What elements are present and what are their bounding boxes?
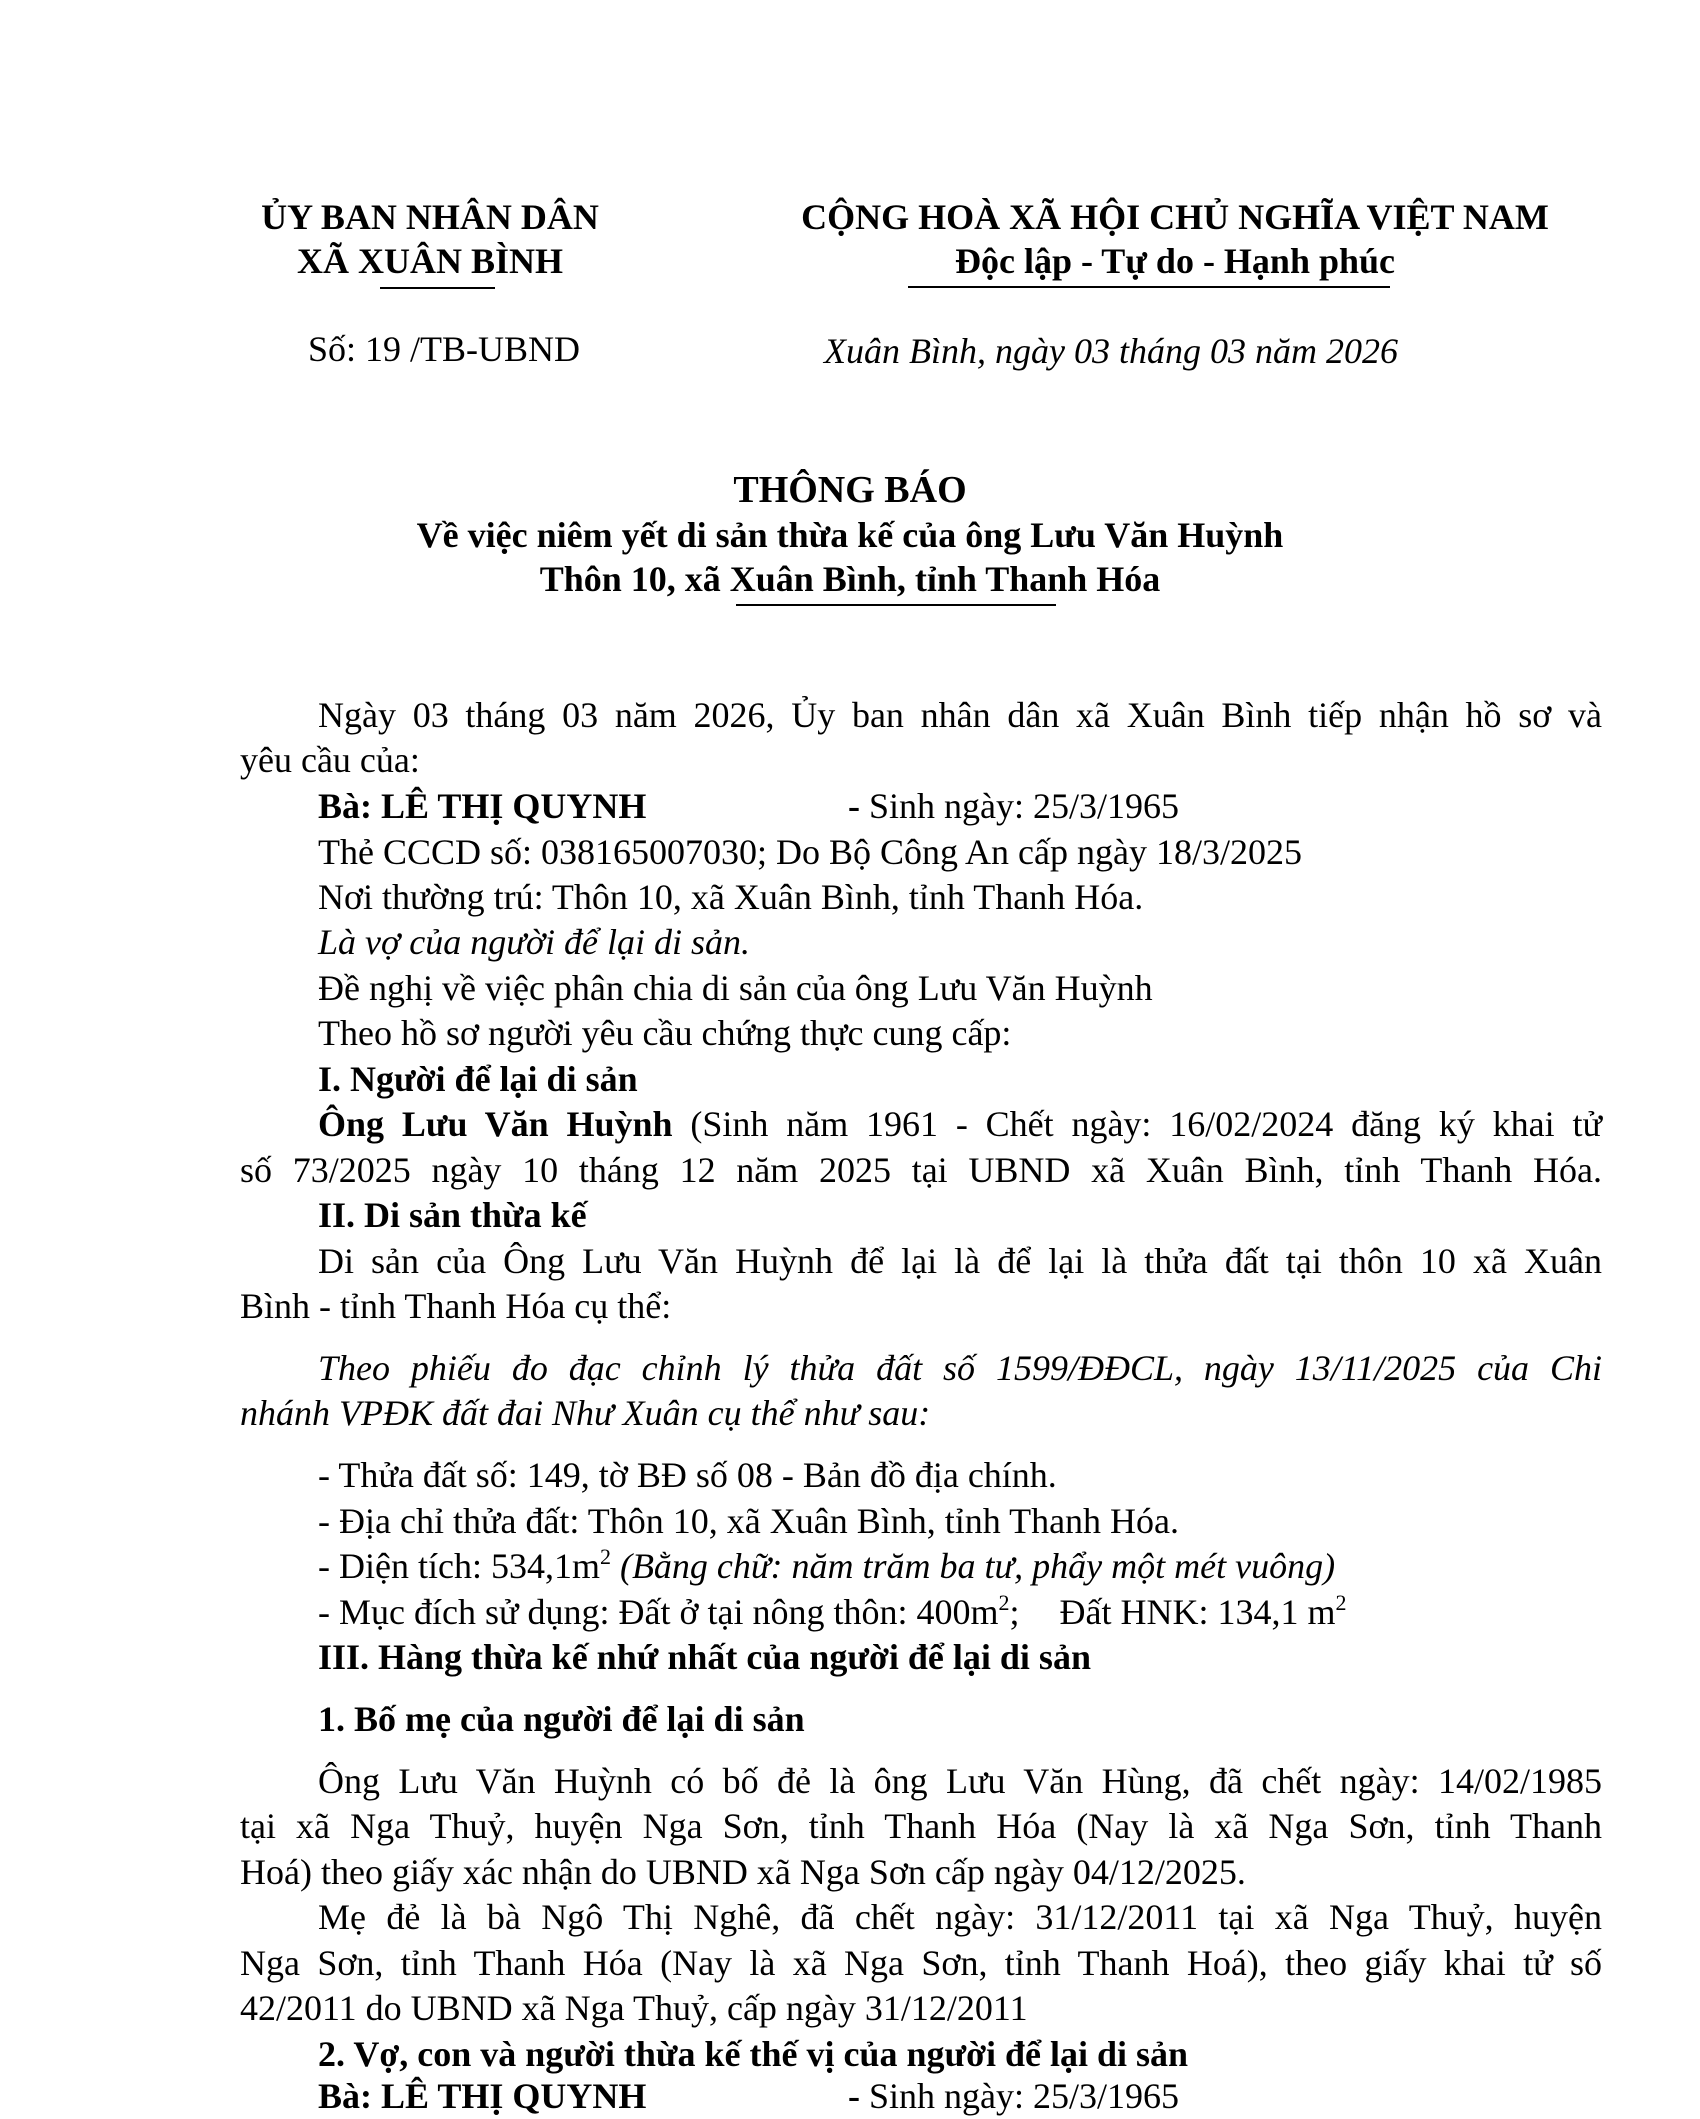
requester-name: Bà: LÊ THỊ QUYNH — [318, 786, 647, 826]
wife-name: Bà: LÊ THỊ QUYNH — [318, 2076, 647, 2116]
section-3-title: III. Hàng thừa kế nhứ nhất của người để lại di sản — [318, 1637, 1091, 1677]
national-motto: Độc lập - Tự do - Hạnh phúc — [954, 241, 1396, 281]
agency-name: ỦY BAN NHÂN DÂN — [261, 197, 599, 237]
title-underline — [736, 604, 1056, 606]
survey-line-1: Theo phiếu đo đạc chỉnh lý thửa đất số 1599/ĐĐCL, ngày 13/11/2025 của Chi — [318, 1348, 1602, 1388]
land-use: - Mục đích sử dụng: Đất ở tại nông thôn: $400m^2$; Đất HNK: 134,1 $m^2$ — [318, 1590, 1347, 1632]
estate-line-2: Bình - tỉnh Thanh Hóa cụ thể: — [240, 1286, 672, 1326]
requester-birth: - Sinh ngày: 25/3/1965 — [848, 786, 1180, 826]
requester-id: Thẻ CCCD số: 038165007030; Do Bộ Công An cấp ngày 18/3/2025 — [318, 832, 1302, 872]
requester-relation: Là vợ của người để lại di sản. — [318, 922, 751, 962]
intro-line-2: yêu cầu của: — [240, 740, 420, 780]
land-area: - Diện tích: $534,1m^2$ (Bằng chữ: năm trăm ba tư, phẩy một mét vuông) — [318, 1544, 1336, 1586]
mother-line-3: 42/2011 do UBND xã Nga Thuỷ, cấp ngày 31/12/2011 — [240, 1988, 1028, 2028]
mother-line-2: Nga Sơn, tỉnh Thanh Hóa (Nay là xã Nga Sơn, tỉnh Thanh Hoá), theo giấy khai tử số — [240, 1943, 1602, 1983]
document-number: Số: 19 /TB-UBND — [308, 329, 581, 369]
father-line-1: Ông Lưu Văn Huỳnh có bố đẻ là ông Lưu Văn Hùng, đã chết ngày: 14/02/1985 — [318, 1761, 1602, 1801]
intro-line-1: Ngày 03 tháng 03 năm 2026, Ủy ban nhân dân xã Xuân Bình tiếp nhận hồ sơ và — [318, 695, 1602, 735]
section-2-title: II. Di sản thừa kế — [318, 1195, 587, 1235]
land-parcel: - Thửa đất số: 149, tờ BĐ số 08 - Bản đồ địa chính. — [318, 1455, 1057, 1495]
estate-line-1: Di sản của Ông Lưu Văn Huỳnh để lại là để lại là thửa đất tại thôn 10 xã Xuân — [318, 1241, 1602, 1281]
father-line-3: Hoá) theo giấy xác nhận do UBND xã Nga Sơn cấp ngày 04/12/2025. — [240, 1852, 1246, 1892]
survey-line-2: nhánh VPĐK đất đai Như Xuân cụ thể như sau: — [240, 1393, 931, 1433]
motto-underline — [908, 286, 1390, 288]
deceased-line-2: số 73/2025 ngày 10 tháng 12 năm 2025 tại UBND xã Xuân Bình, tỉnh Thanh Hóa. — [240, 1150, 1602, 1190]
section-1-title: I. Người để lại di sản — [318, 1059, 638, 1099]
document-location: Thôn 10, xã Xuân Bình, tỉnh Thanh Hóa — [539, 559, 1161, 599]
requester-address: Nơi thường trú: Thôn 10, xã Xuân Bình, tỉnh Thanh Hóa. — [318, 877, 1144, 917]
section-3-1-title: 1. Bố mẹ của người để lại di sản — [318, 1699, 805, 1739]
document-subject: Về việc niêm yết di sản thừa kế của ông Lưu Văn Huỳnh — [416, 515, 1284, 555]
agency-underline — [380, 287, 495, 289]
document-title: THÔNG BÁO — [733, 469, 967, 511]
agency-commune: XÃ XUÂN BÌNH — [296, 241, 563, 281]
wife-birth: - Sinh ngày: 25/3/1965 — [848, 2076, 1180, 2116]
place-date: Xuân Bình, ngày 03 tháng 03 năm 2026 — [824, 331, 1398, 371]
requester-source: Theo hồ sơ người yêu cầu chứng thực cung cấp: — [318, 1013, 1012, 1053]
section-3-2-title: 2. Vợ, con và người thừa kế thế vị của người để lại di sản — [318, 2034, 1189, 2074]
land-address: - Địa chỉ thửa đất: Thôn 10, xã Xuân Bình, tỉnh Thanh Hóa. — [318, 1501, 1180, 1541]
mother-line-1: Mẹ đẻ là bà Ngô Thị Nghê, đã chết ngày: 31/12/2011 tại xã Nga Thuỷ, huyện — [318, 1897, 1602, 1937]
requester-proposal: Đề nghị về việc phân chia di sản của ông Lưu Văn Huỳnh — [318, 968, 1153, 1008]
national-title: CỘNG HOÀ XÃ HỘI CHỦ NGHĨA VIỆT NAM — [801, 197, 1549, 237]
father-line-2: tại xã Nga Thuỷ, huyện Nga Sơn, tỉnh Thanh Hóa (Nay là xã Nga Sơn, tỉnh Thanh — [240, 1806, 1602, 1846]
deceased-line-1: Ông Lưu Văn Huỳnh (Sinh năm 1961 - Chết ngày: 16/02/2024 đăng ký khai tử — [318, 1104, 1602, 1144]
